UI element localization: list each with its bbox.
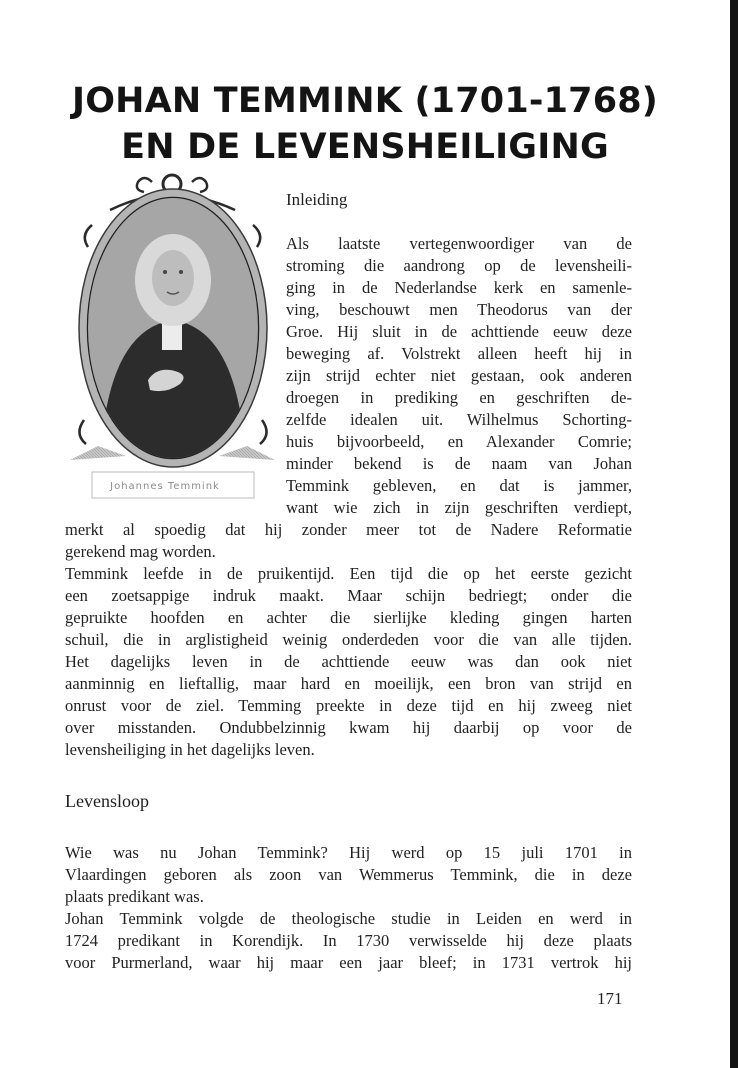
body-line: voor Purmerland, waar hij maar een jaar bleef; in 1731 vertrok hij (65, 953, 632, 972)
intro-line: Groe. Hij sluit in de achttiende eeuw deze (286, 322, 632, 341)
body-line: onrust voor de ziel. Temming preekte in deze tijd en hij zweeg niet (65, 696, 632, 715)
body-line: 1724 predikant in Korendijk. In 1730 verwisselde hij deze plaats (65, 931, 632, 950)
page-number: 171 (597, 989, 623, 1008)
title-line-1: JOHAN TEMMINK (1701-1768) (71, 81, 659, 121)
body-line: over misstanden. Ondubbelzinnig kwam hij daarbij op voor de (65, 718, 632, 737)
intro-line: droegen in prediking en geschriften de- (286, 388, 632, 407)
body-line: gepruikte hoofden en achter die sierlijke kleding gingen harten (65, 608, 632, 627)
body-line: een zoetsappige indruk maakt. Maar schijn bedriegt; onder die (65, 586, 632, 605)
intro-line: zelfde idealen uit. Wilhelmus Schorting- (286, 410, 632, 429)
intro-line: Temmink gebleven, en dat is jammer, (286, 476, 632, 495)
body-line: aanminnig en lieftallig, maar hard en moeilijk, een bron van strijd en (65, 674, 632, 693)
body-line: plaats predikant was. (65, 887, 204, 906)
section-heading-intro: Inleiding (286, 190, 348, 209)
intro-line: minder bekend is de naam van Johan (286, 454, 632, 473)
page-title (60, 78, 670, 170)
body-line: levensheiliging in het dagelijks leven. (65, 740, 315, 759)
body-line: merkt al spoedig dat hij zonder meer tot de Nadere Reformatie (65, 520, 632, 539)
portrait-caption: Johannes Temmink (110, 481, 220, 492)
page-edge-bar (730, 0, 738, 1068)
body-line: Johan Temmink volgde de theologische studie in Leiden en werd in (65, 909, 632, 928)
portrait-illustration (70, 170, 275, 510)
portrait-engraving (70, 170, 275, 510)
body-line: Wie was nu Johan Temmink? Hij werd op 15 juli 1701 in (65, 843, 632, 862)
body-line: gerekend mag worden. (65, 542, 216, 561)
intro-line: want wie zich in zijn geschriften verdiept, (286, 498, 632, 517)
body-line: schuil, die in arglistigheid weinig onderdeden voor die van alle tijden. (65, 630, 632, 649)
intro-line: ging in de Nederlandse kerk en samenle- (286, 278, 632, 297)
intro-line: ving, beschouwt men Theodorus van der (286, 300, 632, 319)
intro-line: beweging af. Volstrekt alleen heeft hij in (286, 344, 632, 363)
intro-line: zijn strijd echter niet gestaan, ook anderen (286, 366, 632, 385)
body-line: Vlaardingen geboren als zoon van Wemmerus Temmink, die in deze (65, 865, 632, 884)
section-heading-levensloop: Levensloop (65, 791, 149, 811)
intro-line: huis bijvoorbeeld, en Alexander Comrie; (286, 432, 632, 451)
title-line-2: EN DE LEVENSHEILIGING (121, 127, 609, 167)
intro-line: Als laatste vertegenwoordiger van de (286, 234, 632, 253)
body-line: Het dagelijks leven in de achttiende eeuw was dan ook niet (65, 652, 632, 671)
body-line: Temmink leefde in de pruikentijd. Een tijd die op het eerste gezicht (65, 564, 632, 583)
intro-line: stroming die aandrong op de levensheili- (286, 256, 632, 275)
